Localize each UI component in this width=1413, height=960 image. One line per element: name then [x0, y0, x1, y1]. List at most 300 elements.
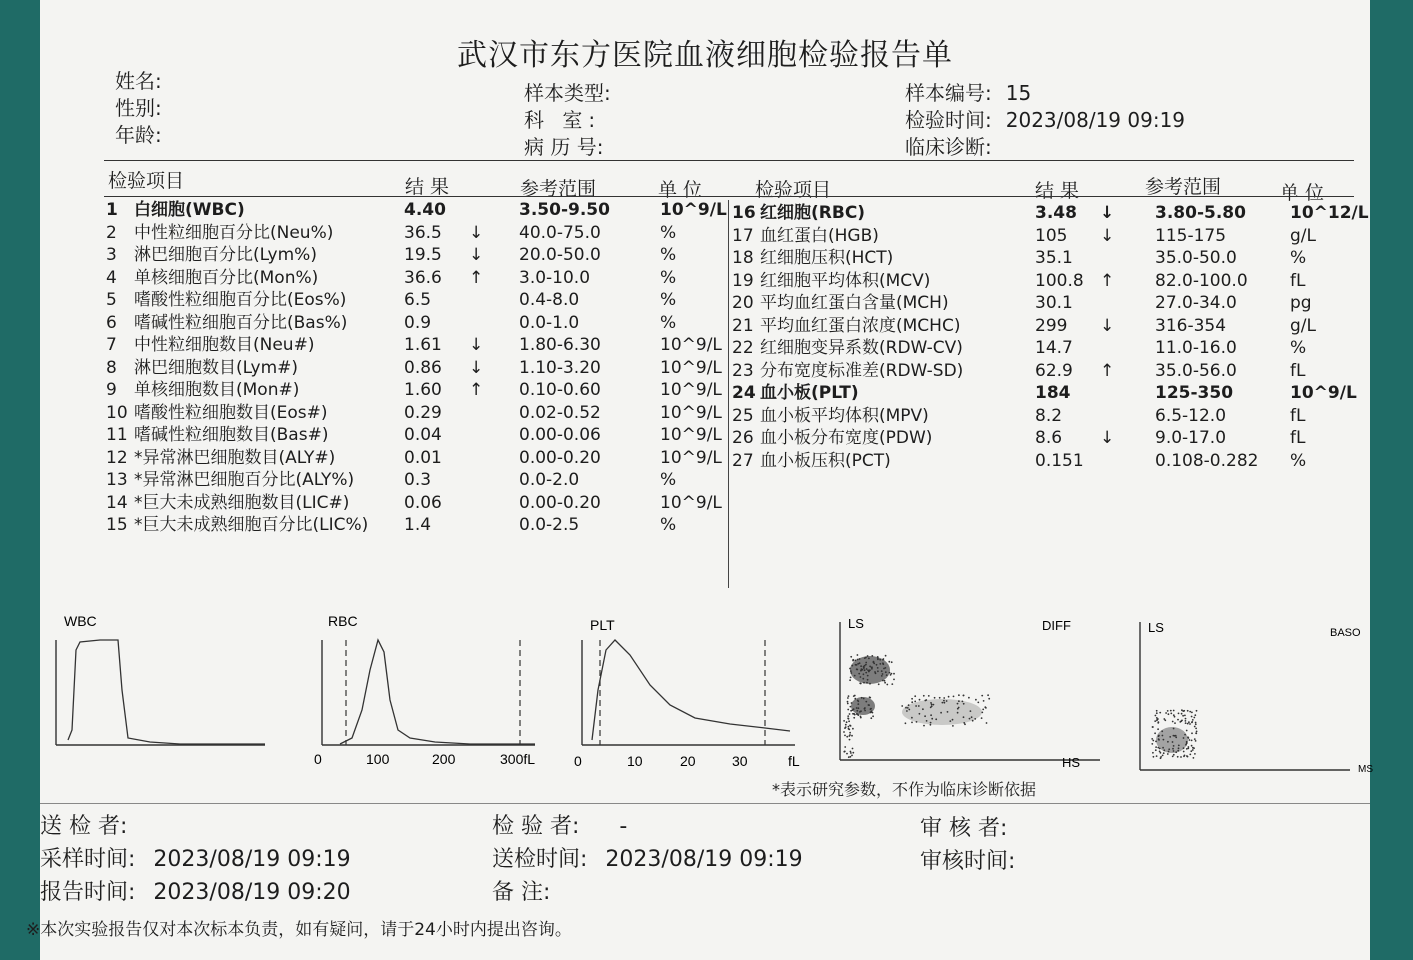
cell-ref: 20.0-50.0 — [519, 245, 601, 265]
diff-dot — [852, 728, 854, 730]
diff-dot — [981, 717, 983, 719]
baso-dot — [1157, 718, 1159, 720]
baso-dot — [1181, 709, 1183, 711]
diff-dot — [854, 698, 856, 700]
footer-right — [920, 812, 1015, 878]
cell-result: 6.5 — [404, 290, 432, 310]
wbc-histogram — [56, 613, 265, 745]
diff-dot — [864, 710, 866, 712]
cell-name: 中性粒细胞数目(Neu#) — [134, 335, 315, 355]
baso-dot — [1195, 728, 1197, 730]
baso-dot — [1189, 754, 1191, 756]
diff-dot — [860, 716, 862, 718]
diff-dot — [851, 735, 853, 737]
diff-dot — [931, 704, 933, 706]
diff-dot — [869, 696, 871, 698]
diff-dot — [847, 717, 849, 719]
diff-dot — [859, 658, 861, 660]
baso-dot — [1189, 739, 1191, 741]
diff-dot — [864, 657, 866, 659]
cell-no: 19 — [732, 270, 754, 291]
baso-dot — [1186, 742, 1188, 744]
diff-dot — [885, 667, 887, 669]
diff-dot — [947, 711, 949, 713]
baso-dot — [1195, 740, 1197, 742]
diff-dot — [934, 697, 936, 699]
cell-no: 27 — [732, 450, 754, 471]
diff-dot — [850, 752, 852, 754]
diff-dot — [865, 664, 867, 666]
diff-dot — [860, 710, 862, 712]
baso-dot — [1195, 723, 1197, 725]
cell-name: *异常淋巴细胞百分比(ALY%) — [134, 470, 355, 490]
baso-dot — [1182, 715, 1184, 717]
cell-unit: 10^9/L — [660, 380, 722, 400]
cell-result: 0.9 — [404, 312, 432, 333]
cell-name: 血红蛋白(HGB) — [760, 225, 879, 246]
cell-ref: 1.80-6.30 — [519, 335, 601, 355]
sender-label: 送 检 者: — [40, 814, 128, 839]
cell-name: 嗜碱性粒细胞数目(Bas#) — [134, 425, 329, 445]
cell-unit: % — [1290, 338, 1307, 358]
table-split-line — [728, 200, 729, 588]
diff-dot — [963, 695, 965, 697]
cell-name: 分布宽度标准差(RDW-SD) — [760, 360, 964, 381]
baso-dot — [1153, 756, 1155, 758]
diff-dot — [911, 701, 913, 703]
diff-dot — [905, 707, 907, 709]
diff-dot — [908, 709, 910, 711]
diff-dot — [849, 734, 851, 736]
cell-ref: 9.0-17.0 — [1155, 428, 1227, 448]
cell-unit: 10^9/L — [660, 402, 722, 423]
name-label: 姓名: — [115, 69, 162, 93]
cell-no: 14 — [106, 492, 128, 513]
diff-dot — [970, 710, 972, 712]
diff-dot — [949, 720, 951, 722]
baso-dot — [1173, 750, 1175, 752]
cell-flag: ↓ — [1100, 315, 1115, 336]
cell-no: 16 — [732, 203, 756, 223]
cell-ref: 0.4-8.0 — [519, 290, 580, 310]
cell-result: 184 — [1035, 383, 1071, 403]
diff-dot — [939, 697, 941, 699]
baso-dot — [1196, 710, 1198, 712]
plt-tick-0: 0 — [574, 753, 582, 769]
diff-dot — [844, 735, 846, 737]
diff-dot — [952, 719, 954, 721]
diff-dot — [852, 659, 854, 661]
baso-dot — [1185, 722, 1187, 724]
diff-dot — [974, 718, 976, 720]
baso-dot — [1183, 751, 1185, 753]
footer-middle — [492, 810, 803, 909]
cell-ref: 0.00-0.20 — [519, 447, 601, 468]
baso-dot — [1172, 721, 1174, 723]
diff-dot — [870, 712, 872, 714]
cell-flag: ↓ — [469, 335, 484, 355]
diff-dot — [948, 696, 950, 698]
cell-unit: pg — [1290, 293, 1312, 313]
diff-dot — [848, 695, 850, 697]
diff-dot — [923, 695, 925, 697]
report-title: 武汉市东方医院血液细胞检验报告单 — [457, 38, 953, 73]
cell-result: 3.48 — [1035, 203, 1077, 223]
baso-dot — [1191, 712, 1193, 714]
diff-dot — [858, 673, 860, 675]
diff-dot — [944, 702, 946, 704]
cell-name: 嗜酸性粒细胞百分比(Eos%) — [134, 290, 347, 310]
report-time: 2023/08/19 09:20 — [153, 880, 351, 905]
diff-dot — [849, 713, 851, 715]
baso-dot — [1173, 754, 1175, 756]
diff-dot — [851, 702, 853, 704]
cell-no: 20 — [732, 293, 754, 313]
cell-no: 18 — [732, 248, 754, 268]
diff-dot — [885, 671, 887, 673]
diff-dot — [891, 661, 893, 663]
diff-dot — [864, 669, 866, 671]
baso-dot — [1159, 748, 1161, 750]
diff-dot — [940, 712, 942, 714]
cell-result: 30.1 — [1035, 293, 1073, 313]
diff-dot — [884, 680, 886, 682]
report-time-label: 报告时间: — [40, 880, 136, 905]
cell-ref: 1.10-3.20 — [519, 357, 601, 378]
cell-no: 9 — [106, 380, 117, 400]
cell-name: 单核细胞数目(Mon#) — [134, 380, 300, 400]
diff-dot — [893, 679, 895, 681]
diff-dot — [975, 699, 977, 701]
baso-dot — [1187, 723, 1189, 725]
cell-result: 299 — [1035, 315, 1068, 336]
cell-result: 0.151 — [1035, 450, 1084, 471]
baso-dot — [1160, 756, 1162, 758]
diff-dot — [856, 668, 858, 670]
diff-dot — [847, 697, 849, 699]
diff-dot — [935, 718, 937, 720]
cell-name: *异常淋巴细胞数目(ALY#) — [134, 447, 336, 468]
diff-dot — [863, 682, 865, 684]
baso-dot — [1183, 755, 1185, 757]
diff-label: DIFF — [1042, 618, 1071, 633]
baso-dot — [1194, 738, 1196, 740]
baso-dot — [1151, 738, 1153, 740]
sample-no-label: 样本编号: — [905, 81, 992, 105]
reviewer-label: 审 核 者: — [920, 816, 1008, 841]
cell-unit: 10^9/L — [660, 357, 722, 378]
diff-dot — [854, 675, 856, 677]
report-paper — [26, 0, 1373, 960]
cell-result: 1.61 — [404, 335, 442, 355]
diff-dot — [856, 664, 858, 666]
diff-dot — [872, 712, 874, 714]
diff-dot — [870, 708, 872, 710]
diff-dot — [872, 715, 874, 717]
baso-dot — [1170, 710, 1172, 712]
diff-dot — [857, 659, 859, 661]
diff-dot — [853, 695, 855, 697]
diff-dot — [918, 705, 920, 707]
diff-dot — [868, 658, 870, 660]
cell-ref: 27.0-34.0 — [1155, 293, 1237, 313]
diff-dot — [971, 716, 973, 718]
diff-dot — [851, 665, 853, 667]
cell-no: 6 — [106, 312, 117, 333]
cell-result: 105 — [1035, 225, 1068, 246]
cell-name: *巨大未成熟细胞百分比(LIC%) — [134, 515, 369, 535]
baso-dot — [1178, 747, 1180, 749]
diff-dot — [867, 655, 869, 657]
cell-flag: ↓ — [1100, 203, 1115, 223]
cell-no: 12 — [106, 447, 128, 468]
baso-dot — [1175, 737, 1177, 739]
cell-name: *巨大未成熟细胞数目(LIC#) — [134, 492, 350, 513]
cell-unit: 10^12/L — [1290, 203, 1369, 223]
diff-dot — [849, 668, 851, 670]
diff-dot — [873, 661, 875, 663]
patient-info — [115, 68, 162, 149]
cell-ref: 82.0-100.0 — [1155, 270, 1248, 291]
cell-ref: 125-350 — [1155, 383, 1234, 403]
baso-dot — [1191, 722, 1193, 724]
cell-name: 血小板平均体积(MPV) — [760, 405, 929, 426]
diff-dot — [926, 720, 928, 722]
diff-dot — [969, 718, 971, 720]
diff-dot — [952, 725, 954, 727]
diff-ls-label: LS — [848, 616, 864, 631]
col-result-left: 结 果 — [405, 176, 450, 198]
baso-dot — [1185, 718, 1187, 720]
baso-dot — [1193, 747, 1195, 749]
diff-dot — [931, 718, 933, 720]
baso-dot — [1163, 739, 1165, 741]
baso-dot — [1181, 713, 1183, 715]
diff-dot — [916, 721, 918, 723]
diff-dot — [850, 756, 852, 758]
histogram-panel — [40, 600, 1373, 800]
cell-name: 红细胞平均体积(MCV) — [760, 270, 931, 291]
baso-dot — [1159, 712, 1161, 714]
plt-tick-fl: fL — [788, 753, 800, 769]
diff-dot — [943, 697, 945, 699]
baso-dot — [1163, 749, 1165, 751]
diff-dot — [963, 703, 965, 705]
diff-dot — [868, 704, 870, 706]
cell-ref: 0.0-1.0 — [519, 312, 580, 333]
baso-dot — [1195, 722, 1197, 724]
baso-dot — [1191, 716, 1193, 718]
diff-dot — [905, 722, 907, 724]
cell-result: 62.9 — [1035, 360, 1073, 381]
cell-ref: 3.0-10.0 — [519, 267, 591, 288]
rbc-tick-100: 100 — [366, 751, 390, 767]
diff-dot — [953, 696, 955, 698]
cell-unit: % — [1290, 248, 1307, 268]
diff-dot — [849, 679, 851, 681]
diff-dot — [982, 709, 984, 711]
cell-flag: ↑ — [469, 267, 484, 288]
diff-dot — [922, 708, 924, 710]
cell-flag: ↑ — [469, 380, 484, 400]
baso-dot — [1188, 746, 1190, 748]
diff-scattergram — [840, 616, 1100, 770]
cell-ref: 316-354 — [1155, 315, 1227, 336]
diff-dot — [863, 698, 865, 700]
baso-scattergram — [1140, 620, 1373, 775]
diff-dot — [867, 675, 869, 677]
baso-dot — [1167, 710, 1169, 712]
baso-dot — [1156, 755, 1158, 757]
diff-dot — [877, 656, 879, 658]
baso-dot — [1173, 710, 1175, 712]
cell-result: 0.04 — [404, 425, 442, 445]
diff-dot — [854, 660, 856, 662]
baso-dot — [1172, 741, 1174, 743]
baso-dot — [1169, 736, 1171, 738]
diff-dot — [850, 670, 852, 672]
cell-result: 0.01 — [404, 447, 442, 468]
diff-dot — [906, 710, 908, 712]
diff-dot — [988, 698, 990, 700]
baso-dot — [1186, 755, 1188, 757]
baso-dot — [1187, 710, 1189, 712]
cell-ref: 0.0-2.5 — [519, 515, 580, 535]
cell-result: 100.8 — [1035, 270, 1084, 291]
diff-dot — [891, 683, 893, 685]
baso-dot — [1188, 721, 1190, 723]
diff-dot — [915, 705, 917, 707]
test-time-label: 检验时间: — [905, 108, 992, 132]
diff-dot — [867, 679, 869, 681]
cell-flag: ↑ — [1100, 360, 1115, 381]
baso-dot — [1184, 734, 1186, 736]
diff-dot — [987, 694, 989, 696]
baso-dot — [1186, 730, 1188, 732]
diff-dot — [851, 755, 853, 757]
diff-dot — [860, 676, 862, 678]
plt-histogram — [574, 617, 800, 769]
cell-name: 淋巴细胞数目(Lym#) — [134, 357, 299, 378]
diff-dot — [843, 751, 845, 753]
cell-name: 白细胞(WBC) — [134, 200, 245, 220]
cell-result: 1.60 — [404, 380, 442, 400]
rbc-tick-200: 200 — [432, 751, 456, 767]
cell-no: 24 — [732, 383, 756, 403]
diff-dot — [876, 664, 878, 666]
diff-dot — [848, 756, 850, 758]
diff-dot — [963, 716, 965, 718]
diff-dot — [849, 725, 851, 727]
research-note: *表示研究参数，不作为临床诊断依据 — [772, 780, 1037, 799]
cell-no: 25 — [732, 405, 754, 426]
baso-dot — [1172, 756, 1174, 758]
diff-dot — [930, 722, 932, 724]
diff-dot — [981, 695, 983, 697]
diff-dot — [850, 656, 852, 658]
diff-dot — [863, 667, 865, 669]
diff-dot — [930, 714, 932, 716]
cell-result: 8.6 — [1035, 428, 1063, 448]
baso-dot — [1158, 721, 1160, 723]
diff-dot — [869, 666, 871, 668]
baso-dot — [1183, 710, 1185, 712]
baso-dot — [1187, 736, 1189, 738]
cell-result: 19.5 — [404, 245, 442, 265]
cell-unit: 10^9/L — [660, 335, 722, 355]
cell-no: 5 — [106, 290, 117, 310]
baso-dot — [1183, 737, 1185, 739]
diff-dot — [882, 673, 884, 675]
cell-ref: 0.108-0.282 — [1155, 450, 1259, 471]
diff-dot — [852, 713, 854, 715]
cell-name: 嗜碱性粒细胞百分比(Bas%) — [134, 312, 348, 333]
diff-dot — [849, 739, 851, 741]
baso-dot — [1174, 722, 1176, 724]
cell-name: 平均血红蛋白浓度(MCHC) — [760, 315, 961, 336]
diff-dot — [957, 703, 959, 705]
baso-dot — [1193, 717, 1195, 719]
record-label: 病 历 号: — [524, 135, 604, 159]
diff-dot — [849, 732, 851, 734]
diff-dot — [968, 697, 970, 699]
diff-dot — [850, 672, 852, 674]
cell-no: 8 — [106, 357, 117, 378]
baso-dot — [1178, 713, 1180, 715]
baso-dot — [1162, 755, 1164, 757]
diff-dot — [930, 724, 932, 726]
diff-dot — [846, 753, 848, 755]
diff-dot — [852, 752, 854, 754]
diff-dot — [843, 731, 845, 733]
baso-dot — [1155, 715, 1157, 717]
baso-dot — [1192, 749, 1194, 751]
diff-dot — [946, 700, 948, 702]
diff-dot — [911, 698, 913, 700]
rbc-histogram — [314, 613, 535, 767]
cell-name: 淋巴细胞百分比(Lym%) — [134, 245, 317, 265]
cell-unit: g/L — [1290, 315, 1316, 336]
age-label: 年龄: — [115, 123, 162, 147]
rbc-label: RBC — [328, 613, 358, 629]
sex-label: 性别: — [115, 96, 162, 120]
diff-dot — [865, 701, 867, 703]
diff-dot — [869, 683, 871, 685]
diff-dot — [857, 700, 859, 702]
diff-dot — [882, 662, 884, 664]
plt-tick-30: 30 — [732, 753, 748, 769]
baso-dot — [1165, 712, 1167, 714]
baso-dot — [1173, 745, 1175, 747]
baso-dot — [1172, 748, 1174, 750]
cell-flag: ↑ — [1100, 270, 1115, 291]
diff-dot — [914, 701, 916, 703]
baso-dot — [1158, 735, 1160, 737]
cell-ref: 0.0-2.0 — [519, 470, 580, 490]
cell-ref: 3.80-5.80 — [1155, 203, 1246, 223]
disclaimer: ※本次实验报告仅对本次标本负责，如有疑问，请于24小时内提出咨询。 — [26, 920, 572, 940]
diff-dot — [845, 724, 847, 726]
dept-label: 科 室: — [524, 108, 602, 132]
cell-unit: % — [1290, 450, 1307, 471]
baso-dot — [1156, 712, 1158, 714]
diff-dot — [986, 722, 988, 724]
col-result-right: 结 果 — [1035, 180, 1080, 202]
plt-label: PLT — [590, 617, 615, 633]
cell-name: 嗜酸性粒细胞数目(Eos#) — [134, 402, 328, 423]
cell-result: 35.1 — [1035, 248, 1073, 268]
baso-dot — [1162, 747, 1164, 749]
